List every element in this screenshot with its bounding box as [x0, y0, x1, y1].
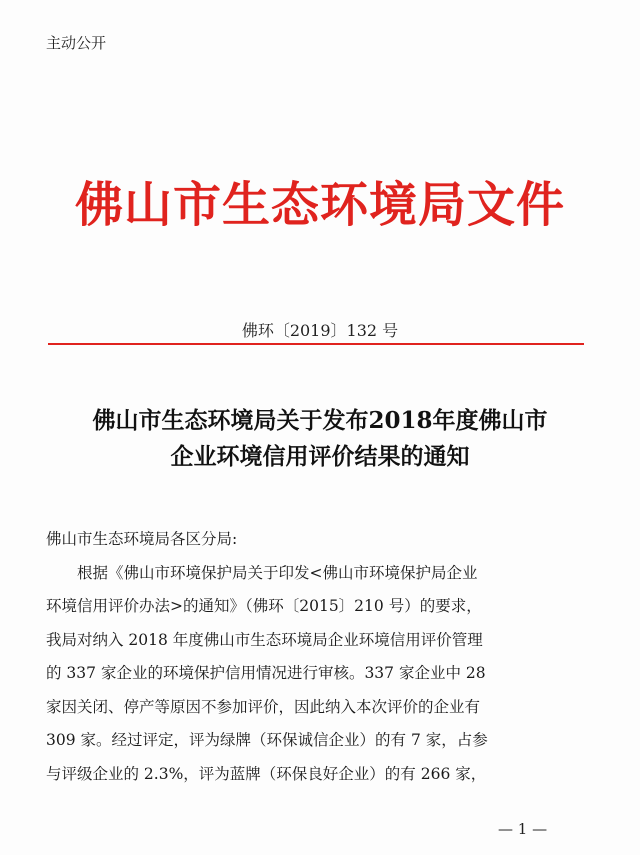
body-line: 根据《佛山市环境保护局关于印发<佛山市环境保护局企业: [77, 563, 478, 582]
body-line: 的 337 家企业的环境保护信用情况进行审核。337 家企业中 28: [46, 664, 486, 682]
page-number: — 1 —: [498, 820, 548, 838]
document-masthead: 佛山市生态环境局文件: [74, 177, 565, 233]
body-line: 309 家。经过评定，评为绿牌（环保诚信企业）的有 7 家，占参: [46, 731, 488, 749]
body-line: 环境信用评价办法>的通知》（佛环〔2015〕210 号）的要求，: [46, 597, 482, 615]
document-number: 佛环〔2019〕132 号: [241, 321, 399, 340]
document-body: [46, 523, 596, 791]
body-line: 与评级企业的 2.3%，评为蓝牌（环保良好企业）的有 266 家，: [46, 764, 487, 783]
document-title: [0, 403, 640, 475]
title-line-2: 企业环境信用评价结果的通知: [170, 443, 470, 470]
salutation: 佛山市生态环境局各区分局:: [46, 530, 238, 548]
red-divider-line: [48, 343, 584, 345]
disclosure-label: 主动公开: [46, 34, 107, 52]
body-line: 家因关闭、停产等原因不参加评价，因此纳入本次评价的企业有: [46, 697, 481, 716]
body-line: 我局对纳入 2018 年度佛山市生态环境局企业环境信用评价管理: [46, 630, 483, 649]
title-line-1: 佛山市生态环境局关于发布2018年度佛山市: [92, 407, 548, 434]
